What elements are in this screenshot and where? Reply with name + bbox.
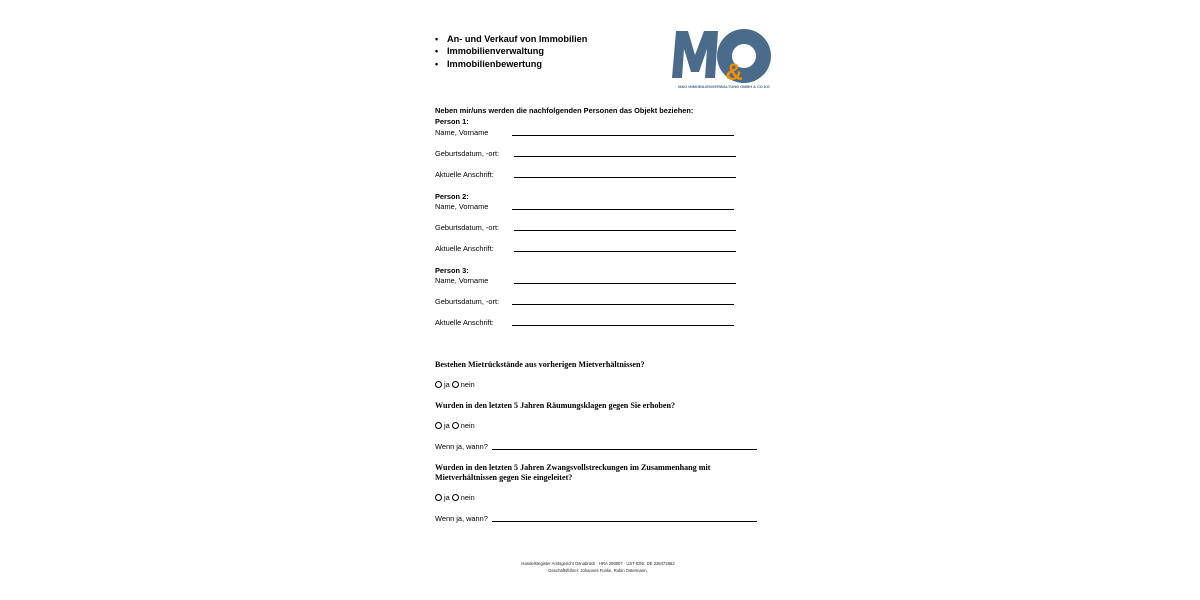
service-item: • Immobilienverwaltung (435, 45, 587, 57)
person-2-birth-field[interactable] (514, 230, 736, 231)
person-2-name-label: Name, Vorname (435, 202, 489, 211)
question-enforcements: Wurden in den letzten 5 Jahren Zwangsvollstreckungen im Zusammenhang mit Mietverhältnissen gegen Sie eingeleitet? (435, 463, 711, 482)
person-3-name-field[interactable] (514, 283, 736, 284)
person-3-birth-label: Geburtsdatum, -ort: (435, 297, 500, 306)
person-3-birth-field[interactable] (512, 304, 734, 305)
eviction-when-field[interactable] (492, 449, 757, 450)
question-rent-arrears: Bestehen Mietrückstände aus vorherigen Mietverhältnissen? (435, 360, 645, 369)
radio-no[interactable] (452, 381, 459, 388)
person-2-birth-label: Geburtsdatum, -ort: (435, 223, 500, 232)
svg-text:&: & (725, 59, 743, 86)
answer-row-enforcements (435, 493, 477, 502)
footer-management: Geschäftsführer: Johannes Funke, Robin Ostermann, (548, 568, 648, 573)
person-1-address-field[interactable] (514, 177, 736, 178)
person-3-title: Person 3: (435, 266, 469, 275)
footer-register: Handelsregister Amtsgericht Osnabrück · HRA 206807 · UST-IDNr. DE 328472863 (521, 561, 675, 566)
person-2-address-field[interactable] (514, 251, 736, 252)
person-3-name-label: Name, Vorname (435, 276, 489, 285)
radio-no[interactable] (452, 494, 459, 501)
person-2-title: Person 2: (435, 192, 469, 201)
enforcement-when-label: Wenn ja, wann? (435, 514, 488, 523)
person-1-name-field[interactable] (512, 135, 734, 136)
logo-caption: M&O IMMOBILIENVERWALTUNG GMBH & CO.KG (678, 84, 770, 89)
service-item: • An- und Verkauf von Immobilien (435, 33, 587, 45)
services-list (435, 33, 587, 70)
person-1-birth-field[interactable] (514, 156, 736, 157)
person-2-name-field[interactable] (512, 209, 734, 210)
person-3-address-field[interactable] (512, 325, 734, 326)
radio-yes[interactable] (435, 381, 442, 388)
radio-yes-label: ja (444, 380, 450, 389)
person-1-name-label: Name, Vorname (435, 128, 489, 137)
radio-no-label: nein (460, 380, 475, 389)
enforcement-when-field[interactable] (492, 521, 757, 522)
person-3-address-label: Aktuelle Anschrift: (435, 318, 494, 327)
answer-row-eviction-suits (435, 421, 477, 430)
radio-yes[interactable] (435, 494, 442, 501)
radio-yes-label: ja (444, 493, 450, 502)
company-logo (668, 28, 780, 90)
radio-no-label: nein (460, 421, 475, 430)
radio-no-label: nein (460, 493, 475, 502)
person-1-title: Person 1: (435, 117, 469, 126)
intro-text: Neben mir/uns werden die nachfolgenden Personen das Objekt beziehen: (435, 106, 694, 115)
radio-yes[interactable] (435, 422, 442, 429)
radio-yes-label: ja (444, 421, 450, 430)
person-1-birth-label: Geburtsdatum, -ort: (435, 149, 500, 158)
question-eviction-suits: Wurden in den letzten 5 Jahren Räumungsklagen gegen Sie erhoben? (435, 401, 676, 410)
radio-no[interactable] (452, 422, 459, 429)
eviction-when-label: Wenn ja, wann? (435, 442, 488, 451)
person-2-address-label: Aktuelle Anschrift: (435, 244, 494, 253)
answer-row-rent-arrears (435, 380, 477, 389)
service-item: • Immobilienbewertung (435, 58, 587, 70)
person-1-address-label: Aktuelle Anschrift: (435, 170, 494, 179)
